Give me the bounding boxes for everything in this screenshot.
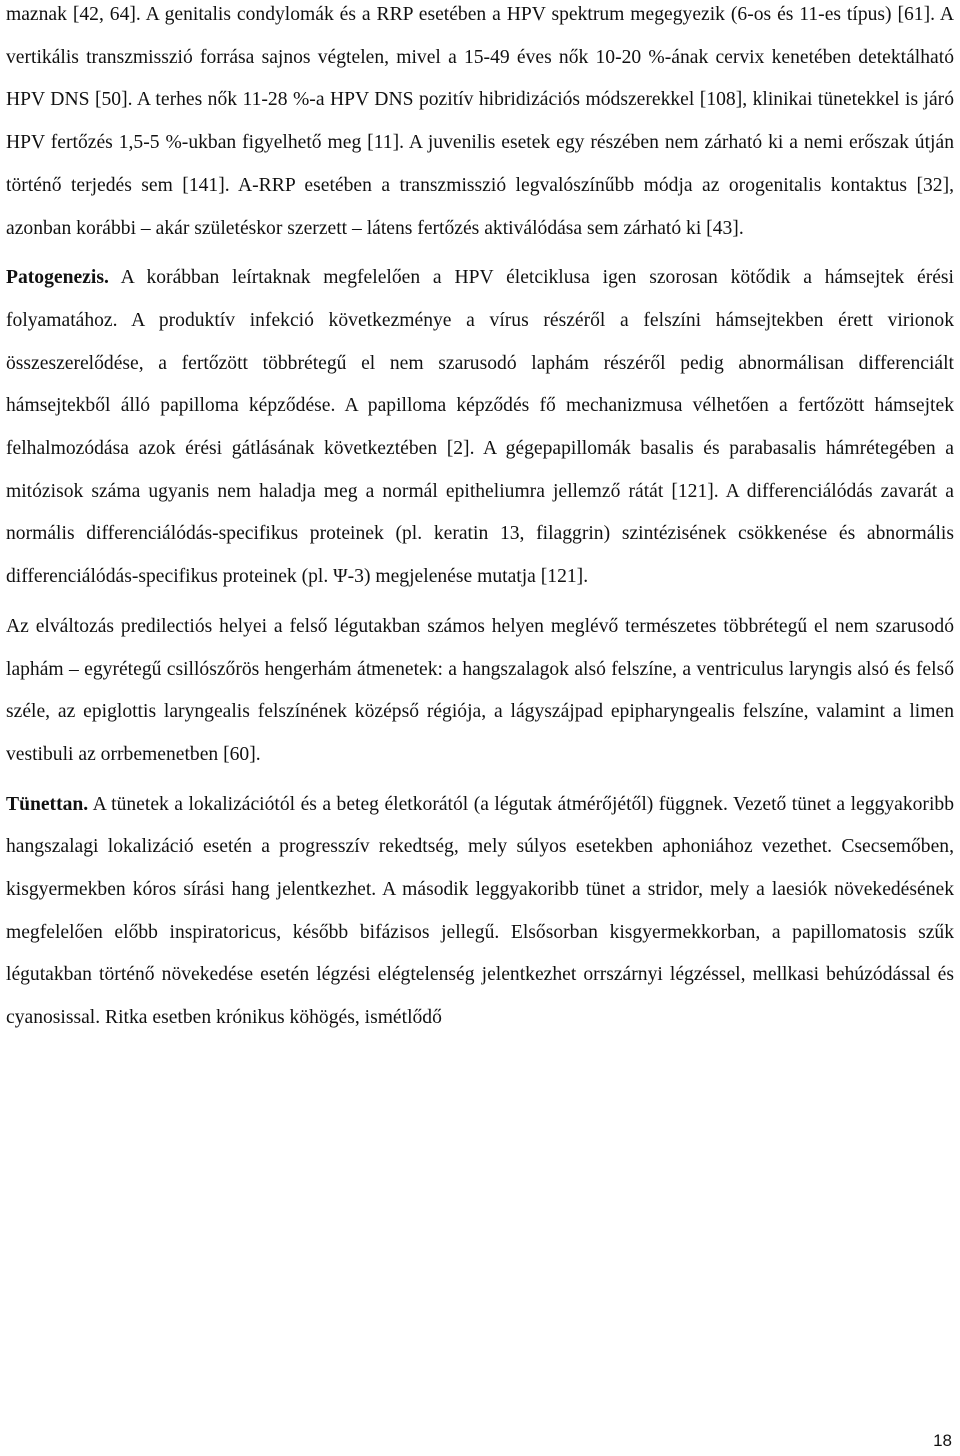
section-heading-patogenezis: Patogenezis.	[6, 267, 109, 289]
paragraph-text: maznak [42, 64]. A genitalis condylomák és a RRP esetében a HPV spektrum megegyezik (6-os és 11-es típus) [61]. A vertikális transzmisszió forrása sajnos végtelen, mivel a 15-49 éves nők 10-20 %-ának cervix kenetében detektálható HPV DNS [50]. A terhes nők 11-28 %-a HPV DNS pozitív hibridizációs módszerekkel [108], klinikai tünetekkel is járó HPV fertőzés 1,5-5 %-ukban figyelhető meg [11]. A juvenilis esetek egy részében nem zárható ki a nemi erőszak útján történő terjedés sem [141]. A-RRP esetében a transzmisszió legvalószínűbb módja az orogenitalis kontaktus [32], azonban korábbi – akár születéskor szerzett – látens fertőzés aktiválódása sem zárható ki [43].	[6, 4, 954, 239]
paragraph-symptoms	[6, 784, 954, 1040]
paragraph-pathogenesis	[6, 257, 954, 599]
section-heading-tunettan: Tünettan.	[6, 793, 89, 815]
page-number: 18	[933, 1431, 952, 1450]
paragraph-transmission	[6, 0, 954, 250]
paragraph-predilection	[6, 606, 954, 777]
paragraph-text: Az elváltozás predilectiós helyei a felső légutakban számos helyen meglévő természetes többrétegű el nem szarusodó laphám – egyrétegű csillószőrös hengerhám átmenetek: a hangszalagok alsó felszíne, a ventriculus laryngis alsó és felső széle, az epiglottis laryngealis felszínének középső régiója, a lágyszájpad epipharyngealis felszíne, valamint a limen vestibuli az orrbemenetben [60].	[6, 615, 954, 765]
paragraph-text: A korábban leírtaknak megfelelően a HPV életciklusa igen szorosan kötődik a hámsejtek érési folyamatához. A produktív infekció következménye a vírus részéről a felszíni hámsejtekben érett virionok összeszerelődése, a fertőzött többrétegű el nem szarusodó laphám részéről pedig abnormálisan differenciált hámsejtekből álló papilloma képződése. A papilloma képződés fő mechanizmusa vélhetően a fertőzött hámsejtek felhalmozódása azok érési gátlásának következtében [2]. A gégepapillomák basalis és parabasalis hámrétegében a mitózisok száma ugyanis nem haladja meg a normál epitheliumra jellemző rátát [121]. A differenciálódás zavarát a normális differenciálódás-specifikus proteinek (pl. keratin 13, filaggrin) szintézisének csökkenése és abnormális differenciálódás-specifikus proteinek (pl. Ψ-3) megjelenése mutatja [121].	[6, 267, 954, 588]
paragraph-text: A tünetek a lokalizációtól és a beteg életkorától (a légutak átmérőjétől) függnek. Vezető tünet a leggyakoribb hangszalagi lokalizáció esetén a progresszív rekedtség, mely súlyos esetekben aphoniához vezethet. Csecsemőben, kisgyermekben kóros sírási hang jelentkezhet. A második leggyakoribb tünet a stridor, mely a laesiók növekedésének megfelelően előbb inspiratoricus, később bifázisos jellegű. Elsősorban kisgyermekkorban, a papillomatosis szűk légutakban történő növekedése esetén légzési elégtelenség jelentkezhet orrszárnyi légzéssel, mellkasi behúzódással és cyanosissal. Ritka esetben krónikus köhögés, ismétlődő	[6, 793, 954, 1029]
document-body	[6, 0, 954, 1040]
